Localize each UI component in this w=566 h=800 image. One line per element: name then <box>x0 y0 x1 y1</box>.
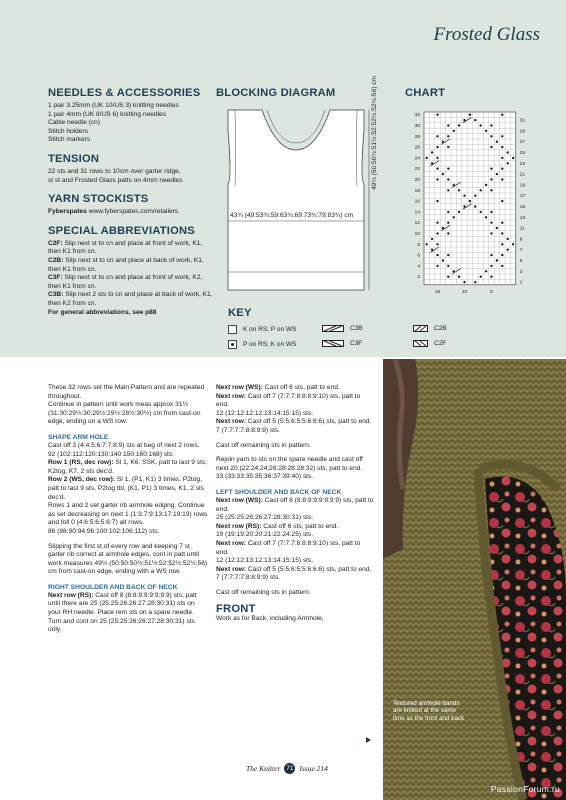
row-label: Next row: <box>216 392 247 400</box>
purl-dot <box>453 216 455 218</box>
key-item <box>228 325 296 334</box>
needles-line: 1 pair 4mm (UK 8/US 6) knitting needles <box>48 110 167 118</box>
section-heading: LEFT SHOULDER AND BACK OF NECK <box>216 488 342 496</box>
yarn-section <box>48 193 213 217</box>
pattern-paragraph: These 32 rows set the Main Pattern and are repeated throughout. <box>48 384 205 400</box>
purl-dot <box>490 168 492 170</box>
pattern-paragraph: Continue in pattern until work meas approx 31½ (31:30:29½:30:29½:29½:28½:30½) cm from cast-on edge, ending on a WS row. <box>48 401 201 426</box>
purl-dot <box>463 195 465 197</box>
purl-dot <box>436 222 438 224</box>
purl-dot <box>447 178 449 180</box>
purl-dot <box>485 130 487 132</box>
pattern-paragraph: Work as for Back, including Armhole, <box>216 615 324 623</box>
purl-dot <box>458 276 460 278</box>
key-label: C2F <box>434 340 447 347</box>
pattern-row <box>216 566 374 575</box>
needles-line: Stitch holders <box>48 127 88 135</box>
purl-dot <box>447 211 449 213</box>
purl-dot <box>480 276 482 278</box>
purl-dot <box>436 157 438 159</box>
row-text: Cast off 5 (5:5:6:5:5:6:6:6) sts, patt to end. <box>246 418 372 426</box>
purl-dot <box>490 135 492 137</box>
purl-dot <box>447 276 449 278</box>
purl-dot <box>507 249 509 251</box>
row-label: Row 1 (RS, dec row): <box>48 459 114 467</box>
pattern-paragraph: 33 (33:33:35:35:36:37:39:40) sts. <box>216 473 314 481</box>
purl-dot <box>507 162 509 164</box>
row-label: Next row (WS): <box>216 384 263 391</box>
chart-row-number: 6 <box>417 253 420 259</box>
purl-dot <box>474 119 476 121</box>
blocking-width-label: 43¾ (49:53¾:59:63¾:69:73¾:79:83¾) cm <box>230 212 354 219</box>
yarn-brand: Fyberspates <box>48 208 87 216</box>
chart-row-number: 20 <box>414 178 420 183</box>
row-text: Cast off 7 (7:7:7:8:8:8:9:10) sts, patt to end. <box>216 539 361 556</box>
garment-photo <box>383 359 566 800</box>
pattern-paragraph: 25 (25:25:26:26:27:28:30:31) sts. <box>216 514 314 522</box>
purl-dot <box>512 243 514 245</box>
purl-dot <box>447 135 449 137</box>
purl-dot <box>436 146 438 148</box>
yarn-url[interactable]: www.fyberspates.com/retailers <box>86 208 179 216</box>
chart-row-number: 28 <box>414 134 420 140</box>
purl-dot <box>447 168 449 170</box>
chart-row-number: 14 <box>414 210 420 216</box>
purl-dot <box>436 265 438 267</box>
needles-line: 1 pair 3.25mm (UK 10/US 3) knitting needles <box>48 102 179 109</box>
key-section <box>228 307 528 324</box>
chart-row-number: 29 <box>519 129 526 135</box>
purl-dot <box>436 114 438 116</box>
purl-dot <box>496 173 498 175</box>
abbreviation-code: C2B: <box>48 256 64 264</box>
purl-dot <box>453 130 455 132</box>
chart-row-number: 24 <box>414 156 420 162</box>
materials-column <box>48 87 213 325</box>
pattern-paragraph: 19 (19:19:20:20:21:22:24:25) sts. <box>216 531 314 539</box>
watermark: PassionForum.ru <box>490 784 560 794</box>
key-label: C3B <box>350 325 363 332</box>
purl-dot <box>501 135 503 137</box>
abbreviation-text: Slip next 2 sts to cn and place at back of work, K1, then K2 from cn. <box>48 291 213 307</box>
purl-dot <box>501 265 503 267</box>
purl-dot <box>485 184 487 186</box>
abbreviation-code: C3F: <box>48 274 63 282</box>
purl-dot <box>512 157 514 159</box>
chart-row-number: 17 <box>519 194 526 200</box>
chart-row-number: 13 <box>519 215 526 221</box>
chart-row-number: 21 <box>519 172 526 178</box>
purl-dot <box>490 254 492 256</box>
tension-section <box>48 153 213 185</box>
pattern-row <box>48 459 208 476</box>
purl-dot <box>496 141 498 143</box>
chart-row-number: 8 <box>417 242 420 248</box>
purl-dot <box>431 238 433 240</box>
purl-dot <box>490 189 492 191</box>
pattern-paragraph: 7 (7:7:7:7:8:8:9:9) sts. <box>216 426 281 434</box>
purl-dot <box>490 276 492 278</box>
key-item <box>322 325 363 332</box>
chart-row-number: 27 <box>519 140 526 146</box>
chart-row-number: 19 <box>519 183 526 189</box>
purl-dot <box>501 178 503 180</box>
purl-dot <box>474 205 476 207</box>
purl-dot <box>447 232 449 234</box>
pattern-paragraph: Cast off remaining sts in pattern. <box>216 441 311 449</box>
purl-dot <box>501 243 503 245</box>
key-label: C3F <box>350 340 363 347</box>
chart-row-number: 32 <box>414 113 420 119</box>
purl-dot <box>469 114 471 116</box>
pattern-paragraph: 12 (12:12:13:12:13:14:15:15) sts. <box>216 557 314 565</box>
chart-row-number: 1 <box>519 280 523 286</box>
purl-dot <box>501 232 503 234</box>
key-label: P on RS; K on WS <box>243 341 297 348</box>
row-text: Cast off 7 (7:7:7:8:8:8:9:10) sts, patt to end. <box>216 392 361 409</box>
chart-row-number: 23 <box>519 161 526 167</box>
purl-dot <box>469 200 471 202</box>
purl-dot <box>501 200 503 202</box>
row-label: Next row (RS): <box>216 522 262 530</box>
magazine-name: The Knitter <box>246 764 281 773</box>
abbreviation-code: C3B: <box>48 291 64 299</box>
key-heading: KEY <box>228 307 252 319</box>
abbreviation-text: Slip next st to cn and place at back of work, K1, then K1 from cn. <box>48 256 204 273</box>
row-label: Next row: <box>216 418 247 426</box>
chart-row-number: 15 <box>519 205 526 210</box>
c3f-cable-icon <box>322 340 344 347</box>
needles-section <box>48 87 213 145</box>
abbreviation-item <box>48 291 213 308</box>
row-text: Sl 1, K6, SSK, patt to last 9 sts, K2tog, K7. 2 sts dec'd. <box>48 459 208 475</box>
row-text: Cast off 8 (8:8:9:9:9:9:9:9) sts, patt until there are 25 (25:25:26:26:27:28:30:31) sts on your RH needle. Place rem sts on a spare needle. Turn and cont on 25 (25:25:26:26:27:28:30:31) sts only. <box>48 591 197 634</box>
pattern-paragraph: Slipping the first st of every row and keeping 7 st garter rib correct at armhole edges, cont in patt until work measures 49½ (50:50:50½:51½:52:52½:52½:56) cm from cast-on edge, ending with a WS row. <box>48 542 208 576</box>
key-item <box>228 340 296 349</box>
purl-dot <box>507 238 509 240</box>
pattern-row <box>216 523 374 532</box>
c2b-cable-icon <box>413 325 428 332</box>
purl-dot <box>501 168 503 170</box>
chart-row-number: 31 <box>519 118 526 124</box>
row-label: Next row (WS): <box>216 496 263 504</box>
row-label: Next row: <box>216 565 247 573</box>
purl-dot <box>480 189 482 191</box>
purl-dot <box>501 254 503 256</box>
abbreviation-item <box>48 274 213 291</box>
pattern-paragraph: 7 (7:7:7:7:8:8:9:9) sts. <box>216 574 281 582</box>
row-text: Cast off 6 sts, patt to end. <box>262 384 340 391</box>
purl-dot <box>447 124 449 126</box>
purl-dot <box>436 243 438 245</box>
purl-dot <box>436 135 438 137</box>
abbreviations-heading: SPECIAL ABBREVIATIONS <box>48 224 195 237</box>
purl-dot <box>426 243 428 245</box>
chart-row-number: 3 <box>519 269 523 275</box>
abbreviation-item <box>48 240 213 257</box>
purl-dot <box>490 265 492 267</box>
purl-dot <box>458 189 460 191</box>
chart-row-number: 2 <box>417 275 420 281</box>
purl-dot <box>442 259 444 261</box>
purl-dot <box>485 216 487 218</box>
chart-heading: CHART <box>405 87 446 99</box>
abbreviation-code: C2F: <box>48 239 63 247</box>
pattern-paragraph: Cast off remaining sts in pattern. <box>216 588 311 596</box>
abbreviations-section <box>48 225 213 317</box>
purl-dot <box>436 168 438 170</box>
purl-dot <box>447 265 449 267</box>
key-label: C2B <box>434 325 447 332</box>
page-title: Frosted Glass <box>433 24 540 45</box>
purl-dot <box>496 227 498 229</box>
needles-line: Stitch markers <box>48 136 91 144</box>
c2f-cable-icon <box>413 340 428 347</box>
row-text: Cast off 8 (8:8:9:9:9:9:9:9) sts, patt to end. <box>216 496 374 513</box>
purl-dot <box>436 254 438 256</box>
key-item <box>413 325 447 332</box>
section-heading: SHAPE ARM HOLE <box>48 433 109 441</box>
purl-dot <box>480 124 482 126</box>
pattern-row <box>216 497 374 514</box>
front-heading: FRONT <box>216 603 256 616</box>
purl-dot <box>480 211 482 213</box>
chart-row-number: 26 <box>414 145 420 151</box>
pattern-row <box>216 384 374 393</box>
row-label: Next row: <box>216 539 247 547</box>
purl-dot <box>490 211 492 213</box>
chart-row-number: 10 <box>414 232 420 237</box>
purl-dot <box>490 178 492 180</box>
purl-dot <box>490 222 492 224</box>
dot-square-icon <box>228 340 237 349</box>
chart-row-number: 7 <box>519 248 523 254</box>
purl-dot <box>436 178 438 180</box>
pattern-row <box>216 540 374 557</box>
purl-dot <box>447 222 449 224</box>
purl-dot <box>501 222 503 224</box>
purl-dot <box>447 146 449 148</box>
purl-dot <box>458 211 460 213</box>
pattern-paragraph: Cast off 3 (4:4:5:6:7:7:8:9) sts at beg of next 2 rows. <box>48 441 200 449</box>
blocking-heading: BLOCKING DIAGRAM <box>216 87 336 99</box>
purl-dot <box>496 259 498 261</box>
row-text: Sl 1, (P1, K1) 3 times, P2tog, patt to last 9 sts, P2tog tbl, (K1, P1) 3 times, K1. 2 sts dec'd. <box>48 476 205 501</box>
chart-row-number: 25 <box>519 151 526 156</box>
pattern-row <box>48 476 208 502</box>
chart-row-number: 12 <box>414 221 420 227</box>
purl-dot <box>436 200 438 202</box>
pattern-paragraph: 92 (102:112:120:130:140:150:160:168) sts. <box>48 450 174 458</box>
purl-dot <box>463 281 465 283</box>
chart-row-number: 22 <box>414 167 420 173</box>
row-label: Row 2 (WS, dec row): <box>48 476 116 484</box>
key-item <box>322 340 362 347</box>
chart-row-number: 5 <box>519 259 523 264</box>
pattern-paragraph: Rejoin yarn to sts on the spare needle and cast off next 20 (22:24:24:26:28:28:28:32) sts, patt to end. <box>216 456 363 472</box>
purl-dot <box>458 124 460 126</box>
blank-square-icon <box>228 325 237 334</box>
page-footer <box>246 763 328 774</box>
purl-dot <box>485 270 487 272</box>
issue-number: Issue 214 <box>299 764 328 773</box>
knit-chart <box>402 108 540 308</box>
photo-caption: Textured armhole bands are knitted at the same time as the front and back <box>393 700 465 722</box>
abbreviation-text: Slip next st to cn and place at front of work, K2, then K1 from cn. <box>48 274 203 290</box>
purl-dot <box>447 254 449 256</box>
page-number: 71 <box>286 765 294 772</box>
purl-dot <box>426 157 428 159</box>
purl-dot <box>490 232 492 234</box>
purl-dot <box>431 151 433 153</box>
abbreviation-text: Slip next st to cn and place at front of work, K1, then K1 from cn. <box>48 239 203 256</box>
needles-heading: NEEDLES & ACCESSORIES <box>48 87 201 99</box>
chart-row-number: 16 <box>414 199 420 205</box>
row-text: Cast off 6 sts, patt to end. <box>261 522 339 530</box>
purl-dot <box>436 232 438 234</box>
key-item <box>413 340 446 347</box>
blocking-diagram <box>214 100 394 300</box>
needles-line: Cable needle (cn) <box>48 119 101 127</box>
purl-dot <box>507 151 509 153</box>
pattern-row <box>48 592 208 635</box>
tension-line: st st and Frosted Glass patts on 4mm needles <box>48 176 183 184</box>
tension-heading: TENSION <box>48 152 100 165</box>
chart-row-number: 4 <box>417 264 420 270</box>
pattern-paragraph: Rows 1 and 2 set garter rib armhole edging. Continue as set decreasing on next 1 (1:3:7:9:13:17:19:19) rows and foll 0 (4:6:5:6:5:6:7) alt rows. <box>48 502 208 527</box>
yarn-line <box>48 208 213 217</box>
pattern-column-right <box>216 384 374 624</box>
key-label: K on RS; P on WS <box>243 326 297 333</box>
tension-line: 22 sts and 31 rows to 10cm over garter ridge, <box>48 167 181 175</box>
chart-row-number: 9 <box>519 237 523 243</box>
pattern-column-left <box>48 384 208 635</box>
abbreviation-item <box>48 257 213 274</box>
chart-column-number: 15 <box>434 289 441 295</box>
continue-arrow-icon <box>366 737 371 743</box>
chart-column-number: 10 <box>461 289 468 295</box>
row-text: Cast off 5 (5:5:6:5:5:6:6:6) sts, patt to end. <box>246 565 372 573</box>
purl-dot <box>501 157 503 159</box>
chart-row-number: 11 <box>519 226 525 232</box>
pattern-paragraph: 12 (12:12:12:12:13:14:15:15) sts. <box>216 409 314 417</box>
abbreviations-footer: For general abbreviations, see p88 <box>48 308 157 316</box>
c3b-cable-icon <box>322 325 344 332</box>
purl-dot <box>474 281 476 283</box>
pattern-row <box>216 393 374 410</box>
purl-dot <box>501 114 503 116</box>
chart-row-number: 18 <box>414 188 420 194</box>
row-label: Next row (RS): <box>48 591 94 599</box>
purl-dot <box>442 173 444 175</box>
purl-dot <box>474 195 476 197</box>
purl-dot <box>501 146 503 148</box>
yarn-heading: YARN STOCKISTS <box>48 193 149 206</box>
section-heading: RIGHT SHOULDER AND BACK OF NECK <box>48 583 178 591</box>
photo-illustration <box>383 359 566 800</box>
pattern-row <box>216 418 374 427</box>
purl-dot <box>447 189 449 191</box>
pattern-paragraph: 86 (88:90:94:96:100:102:106:112) sts. <box>48 527 160 535</box>
chart-column-number: 5 <box>490 289 493 295</box>
chart-row-number: 30 <box>414 124 420 129</box>
purl-dot <box>490 146 492 148</box>
purl-dot <box>490 124 492 126</box>
